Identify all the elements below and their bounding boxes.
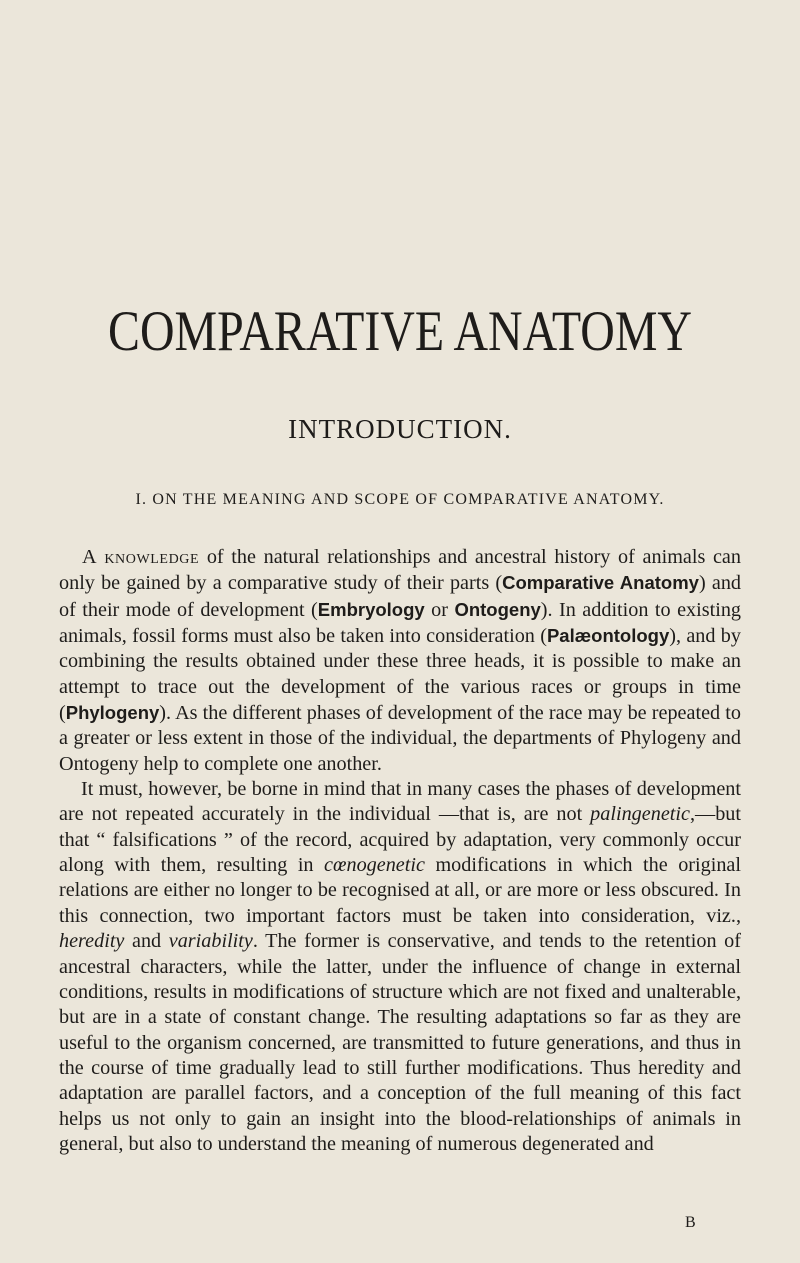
text-run: ). In addition to existing animals, fossil forms must also be taken into consideration ( — [59, 598, 742, 648]
term-ontogeny: Ontogeny — [454, 598, 541, 620]
opening-words: A knowledge — [82, 546, 200, 568]
text-run: It must, however, be borne in mind that in many cases the phases of development are not repeated accurately in the individual —that is, are not — [59, 778, 741, 826]
term-palingenetic: palingenetic — [590, 803, 690, 826]
term-coenogenetic: cœnogenetic — [324, 854, 425, 877]
term-variability: variability — [168, 930, 253, 953]
term-palaeontology: Palæontology — [546, 625, 670, 647]
text-run: ,—but that “ falsifications ” of the record, acquired by adaptation, very commonly occur along with them, resulting in — [59, 803, 741, 877]
text-run: ). As the different phases of development of the race may be repeated to a greater or less extent in those of the individual, the departments of Phylogeny and Ontogeny help to complete one another. — [59, 702, 741, 775]
section-heading: I. ON THE MEANING AND SCOPE OF COMPARATIVE ANATOMY. — [135, 491, 665, 508]
text-run: ) and of their mode of development ( — [59, 572, 742, 621]
paragraph-2 — [59, 777, 741, 1157]
text-run: or — [424, 598, 455, 621]
signature-mark: B — [685, 1214, 697, 1231]
chapter-title: INTRODUCTION. — [288, 414, 512, 444]
term-embryology: Embryology — [317, 598, 425, 620]
book-title: COMPARATIVE ANATOMY — [108, 300, 692, 363]
text-run: of the natural relationships and ancestral history of animals can only be gained by a comparative study of their parts ( — [59, 546, 741, 595]
body-text — [59, 545, 741, 1157]
term-comparative-anatomy: Comparative Anatomy — [502, 572, 699, 594]
term-phylogeny: Phylogeny — [65, 702, 160, 724]
paragraph-1 — [59, 545, 741, 777]
term-heredity: heredity — [59, 930, 125, 953]
text-run: . The former is conservative, and tends to the retention of ancestral characters, while the latter, under the influence of change in external conditions, results in modifications of structure which are not fixed and unalterable, but are in a state of constant change. The resulting adaptations so far as they are useful to the organism concerned, are transmitted to future generations, and thus in the course of time gradually lead to still further modifications. Thus heredity and adaptation are parallel factors, and a conception of the full meaning of this fact helps us not only to gain an insight into the blood-relationships of animals in general, but also to understand the meaning of numerous degenerated and — [59, 930, 741, 1155]
text-run: and — [124, 930, 169, 953]
text-run: ), and by combining the results obtained under these three heads, it is possible to make an attempt to trace out the development of the various races or groups in time ( — [59, 625, 741, 725]
text-run: modifications in which the original relations are either no longer to be recognised at all, or are more or less obscured. In this connection, two important factors must be taken into consideration, viz., — [59, 854, 741, 927]
